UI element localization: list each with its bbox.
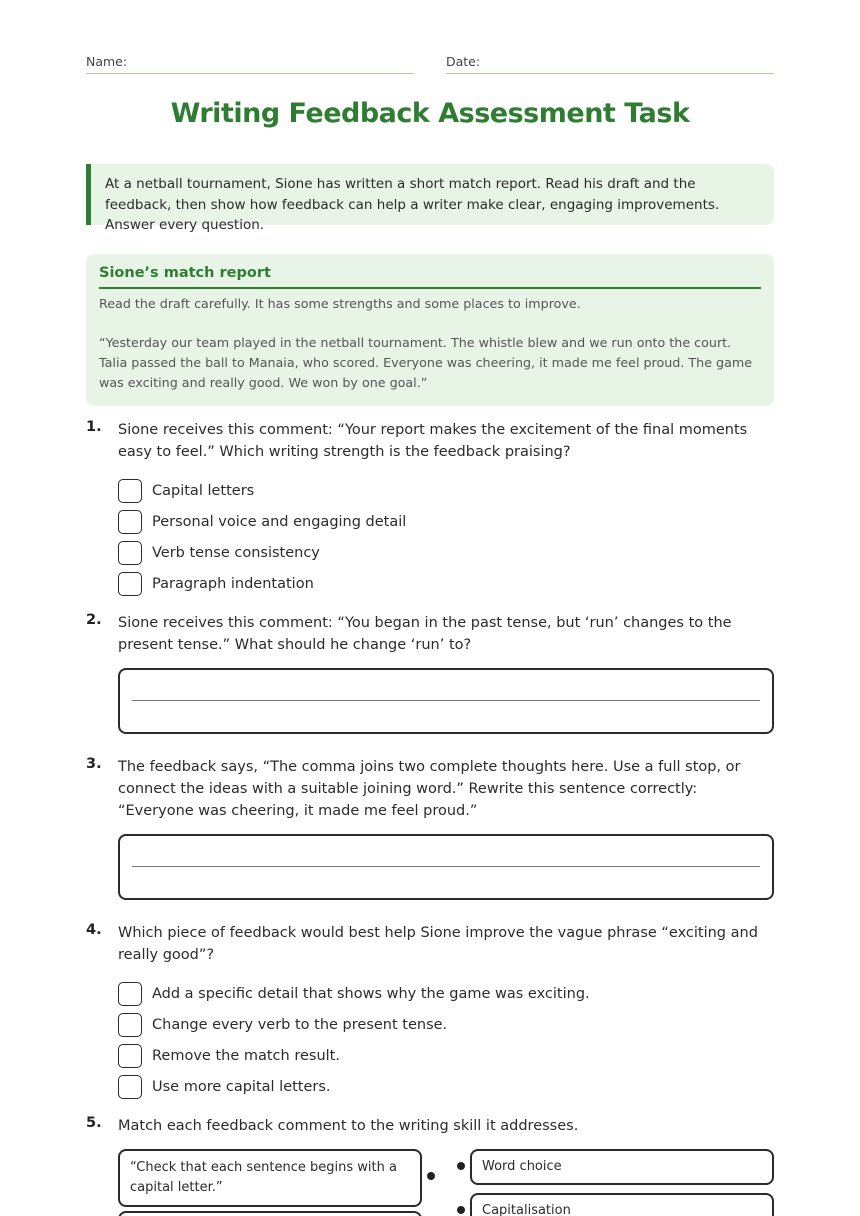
question-number: 2. bbox=[86, 612, 102, 628]
checkbox[interactable] bbox=[118, 1013, 142, 1037]
question-text: The feedback says, “The comma joins two complete thoughts here. Use a full stop, or connect the ideas with a suitable joining word.” Rewrite this sentence correctly: “Everyone was cheering, it made me feel proud.” bbox=[118, 759, 741, 819]
report-title: Sione’s match report bbox=[99, 265, 761, 289]
name-date-row bbox=[86, 54, 774, 74]
option-label: Paragraph indentation bbox=[152, 575, 314, 592]
answer-line bbox=[132, 866, 760, 867]
match-right-label: Word choice bbox=[482, 1159, 562, 1174]
checkbox[interactable] bbox=[118, 510, 142, 534]
match-right-dot[interactable] bbox=[457, 1206, 465, 1214]
name-field[interactable] bbox=[86, 54, 414, 74]
question-text: Match each feedback comment to the writing skill it addresses. bbox=[118, 1118, 579, 1134]
answer-box[interactable] bbox=[118, 668, 774, 734]
question-number: 1. bbox=[86, 419, 102, 435]
option-item[interactable] bbox=[118, 568, 774, 599]
option-item[interactable] bbox=[118, 1040, 774, 1071]
checkbox[interactable] bbox=[118, 982, 142, 1006]
option-item[interactable] bbox=[118, 475, 774, 506]
question-number: 5. bbox=[86, 1115, 102, 1131]
question-text: Which piece of feedback would best help Sione improve the vague phrase “exciting and really good”? bbox=[118, 925, 758, 963]
option-label: Personal voice and engaging detail bbox=[152, 513, 407, 530]
date-label: Date: bbox=[446, 54, 481, 69]
question-5 bbox=[86, 1115, 774, 1216]
option-list bbox=[118, 475, 774, 599]
checkbox[interactable] bbox=[118, 479, 142, 503]
match-left-label: “Check that each sentence begins with a capital letter.” bbox=[130, 1160, 397, 1195]
matching-area bbox=[118, 1149, 774, 1216]
option-item[interactable] bbox=[118, 978, 774, 1009]
question-number: 3. bbox=[86, 756, 102, 772]
date-field[interactable] bbox=[446, 54, 774, 74]
report-lead: Read the draft carefully. It has some strengths and some places to improve. bbox=[99, 296, 581, 311]
answer-box[interactable] bbox=[118, 834, 774, 900]
option-list bbox=[118, 978, 774, 1102]
name-label: Name: bbox=[86, 54, 128, 69]
report-draft-text: “Yesterday our team played in the netball tournament. The whistle blew and we run onto the court. Talia passed the ball to Manaia, who scored. Everyone was cheering, it made me feel proud. The game was exciting and really good. We won by one goal.” bbox=[99, 335, 753, 390]
option-item[interactable] bbox=[118, 537, 774, 568]
option-label: Change every verb to the present tense. bbox=[152, 1016, 448, 1033]
intro-panel bbox=[86, 164, 774, 233]
question-text: Sione receives this comment: “You began in the past tense, but ‘run’ changes to the present tense.” What should he change ‘run’ to? bbox=[118, 615, 732, 653]
question-number: 4. bbox=[86, 922, 102, 938]
checkbox[interactable] bbox=[118, 572, 142, 596]
question-1 bbox=[86, 419, 774, 599]
question-4 bbox=[86, 922, 774, 1102]
match-report-panel bbox=[86, 254, 774, 406]
intro-text: At a netball tournament, Sione has written a short match report. Read his draft and the feedback, then show how feedback can help a writer make clear, engaging improvements. Answer every question. bbox=[105, 176, 720, 233]
checkbox[interactable] bbox=[118, 1075, 142, 1099]
page-title: Writing Feedback Assessment Task bbox=[170, 98, 690, 129]
match-left-dot[interactable] bbox=[427, 1172, 435, 1180]
match-right-label: Capitalisation bbox=[482, 1203, 571, 1216]
option-label: Add a specific detail that shows why the game was exciting. bbox=[152, 985, 590, 1002]
question-text: Sione receives this comment: “Your report makes the excitement of the final moments easy to feel.” Which writing strength is the feedback praising? bbox=[118, 422, 748, 460]
match-right-item[interactable] bbox=[470, 1149, 774, 1185]
option-label: Remove the match result. bbox=[152, 1047, 340, 1064]
question-3 bbox=[86, 756, 774, 900]
option-label: Verb tense consistency bbox=[152, 544, 320, 561]
answer-line bbox=[132, 700, 760, 701]
match-left-item[interactable] bbox=[118, 1211, 422, 1216]
option-label: Capital letters bbox=[152, 482, 255, 499]
checkbox[interactable] bbox=[118, 1044, 142, 1068]
question-2 bbox=[86, 612, 774, 734]
match-left-item[interactable] bbox=[118, 1149, 422, 1207]
match-right-item[interactable] bbox=[470, 1193, 774, 1216]
match-right-dot[interactable] bbox=[457, 1162, 465, 1170]
checkbox[interactable] bbox=[118, 541, 142, 565]
option-item[interactable] bbox=[118, 1009, 774, 1040]
option-label: Use more capital letters. bbox=[152, 1078, 331, 1095]
option-item[interactable] bbox=[118, 506, 774, 537]
option-item[interactable] bbox=[118, 1071, 774, 1102]
